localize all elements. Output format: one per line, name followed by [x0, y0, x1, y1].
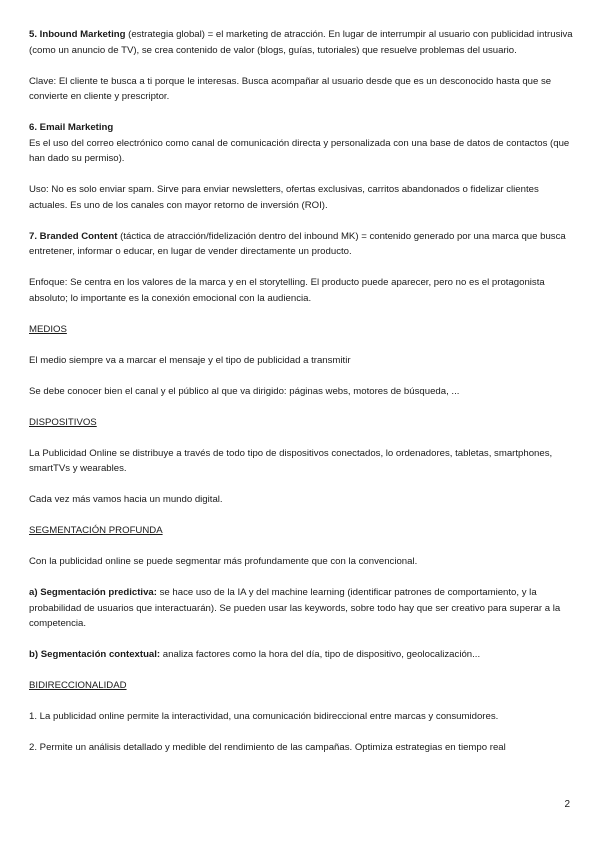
- inbound-key: Clave: El cliente te busca a ti porque le interesas. Busca acompañar al usuario desde que es un desconocido hasta que se convierte en cliente y prescriptor.: [29, 75, 552, 102]
- dispositivos-p2: Cada vez más vamos hacia un mundo digital.: [29, 494, 223, 505]
- page-number: 2: [564, 799, 570, 810]
- segmentacion-a: [29, 585, 575, 632]
- bidireccionalidad-heading: BIDIRECCIONALIDAD: [29, 680, 127, 691]
- bidireccionalidad-p1: 1. La publicidad online permite la interactividad, una comunicación bidireccional entre marcas y consumidores.: [29, 711, 499, 722]
- segmentacion-b-title: b) Segmentación contextual:: [29, 649, 161, 660]
- dispositivos-heading: DISPOSITIVOS: [29, 416, 97, 428]
- inbound-text: (estrategia global) = el marketing de atracción. En lugar de interrumpir al usuario con publicidad intrusiva (como un anuncio de TV), se crea contenido de valor (blogs, guías, tutoriales) que resuelve problemas del usuario.: [29, 29, 573, 56]
- email-text: Es el uso del correo electrónico como canal de comunicación directa y personalizada con una base de datos de contactos (que han dado su permiso).: [29, 137, 570, 164]
- medios-p2: Se debe conocer bien el canal y el público al que va dirigido: páginas webs, motores de búsqueda, ...: [29, 385, 460, 397]
- branded-title: 7. Branded Content: [29, 230, 118, 242]
- branded-focus: Enfoque: Se centra en los valores de la marca y en el storytelling. El producto puede aparecer, pero no es el protagonista absoluto; lo importante es la conexión emocional con la audiencia.: [29, 277, 545, 304]
- branded-text: (táctica de atracción/fidelización dentro del inbound MK) = contenido generado por una marca que busca entretener, informar o educar, en lugar de vender directamente un producto.: [29, 230, 566, 257]
- email-title: 6. Email Marketing: [29, 122, 114, 133]
- email-use: Uso: No es solo enviar spam. Sirve para enviar newsletters, ofertas exclusivas, carritos abandonados o fidelizar clientes actuales. Es uno de los canales con mayor retorno de inversión (ROI).: [29, 184, 539, 211]
- dispositivos-p1: La Publicidad Online se distribuye a través de todo tipo de dispositivos conectados, lo ordenadores, tabletas, smartphones, smartTVs y wearables.: [29, 447, 553, 474]
- medios-p1: El medio siempre va a marcar el mensaje y el tipo de publicidad a transmitir: [29, 354, 351, 366]
- segmentacion-p1: Con la publicidad online se puede segmentar más profundamente que con la convencional.: [29, 556, 418, 567]
- segmentacion-b: [29, 647, 575, 663]
- segmentacion-a-title: a) Segmentación predictiva:: [29, 587, 157, 598]
- bidireccionalidad-p2: 2. Permite un análisis detallado y medible del rendimiento de las campañas. Optimiza estrategias en tiempo real: [29, 742, 506, 753]
- medios-heading: MEDIOS: [29, 323, 67, 335]
- page-content: [29, 27, 575, 771]
- inbound-paragraph: [29, 27, 575, 58]
- branded-paragraph: [29, 229, 575, 260]
- inbound-title: 5. Inbound Marketing: [29, 29, 126, 40]
- segmentacion-a-text: se hace uso de la IA y del machine learning (identificar patrones de comportamiento, y la probabilidad de usuarios que interactuarán). Se pueden usar las keywords, sobre todo hay que ser creativo para superar a la competencia.: [29, 587, 561, 629]
- segmentacion-heading: SEGMENTACIÓN PROFUNDA: [29, 525, 163, 536]
- segmentacion-b-text: analiza factores como la hora del día, tipo de dispositivo, geolocalización...: [160, 649, 481, 660]
